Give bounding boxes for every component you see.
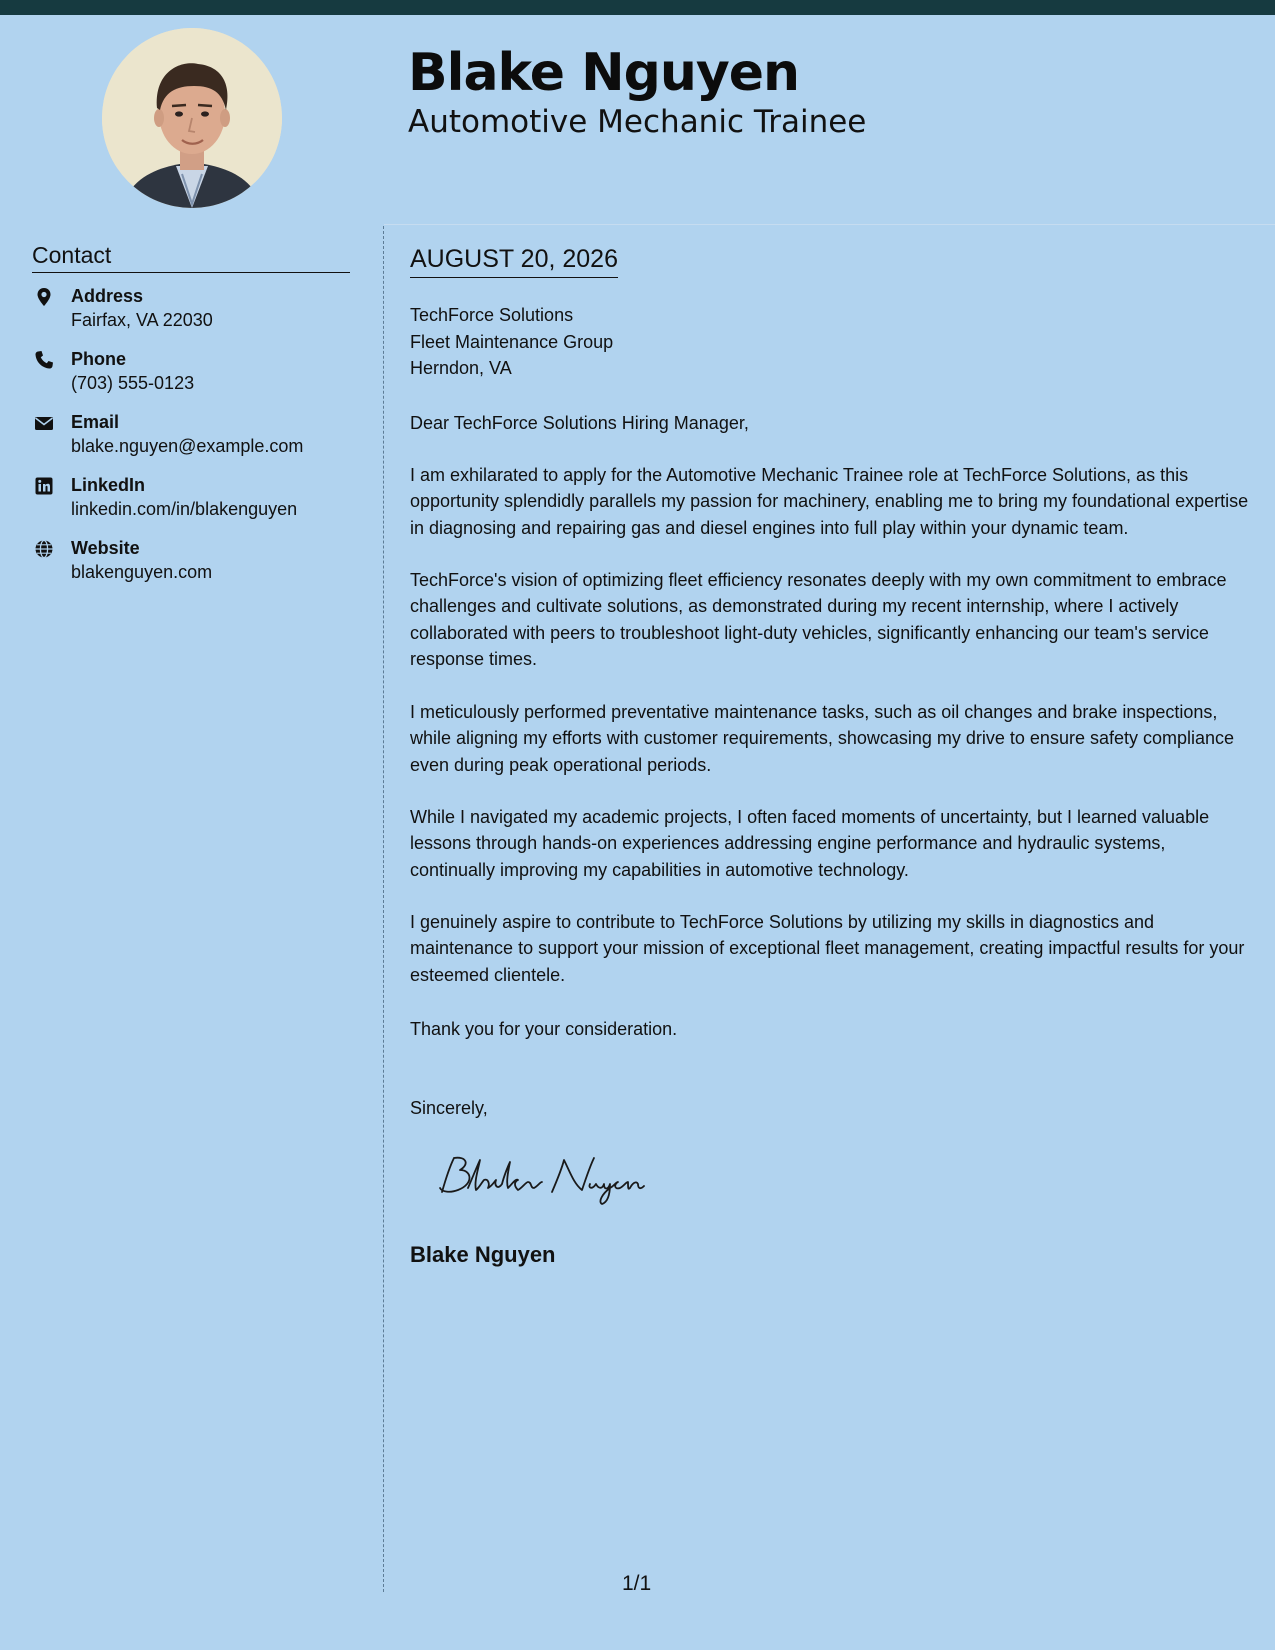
closing-line: Sincerely, bbox=[410, 1098, 488, 1118]
contact-list bbox=[32, 284, 362, 599]
recipient-location: Herndon, VA bbox=[410, 358, 512, 378]
contact-label: Phone bbox=[71, 349, 127, 369]
contact-value: linkedin.com/in/blakenguyen bbox=[71, 499, 298, 519]
recipient-department: Fleet Maintenance Group bbox=[410, 331, 614, 352]
body-paragraph: I am exhilarated to apply for the Automotive Mechanic Trainee role at TechForce Solutions, as this opportunity splendidly parallels my passion for machinery, enabling me to bring my foundational expertise in diagnosing and repairing gas and diesel engines into full play within your dynamic team. bbox=[410, 465, 1249, 538]
contact-item-phone bbox=[32, 347, 362, 410]
letter-date: AUGUST 20, 2026 bbox=[410, 243, 618, 278]
thanks-line: Thank you for your consideration. bbox=[410, 1019, 678, 1039]
contact-item-website bbox=[32, 536, 362, 599]
contact-value: (703) 555-0123 bbox=[71, 373, 195, 393]
signer-name: Blake Nguyen bbox=[410, 1242, 556, 1267]
contact-label: Email bbox=[71, 412, 120, 432]
contact-value: blake.nguyen@example.com bbox=[71, 436, 304, 456]
contact-label: Address bbox=[71, 286, 144, 306]
contact-label: Website bbox=[71, 538, 140, 558]
recipient-company: TechForce Solutions bbox=[410, 305, 574, 325]
contact-value: Fairfax, VA 22030 bbox=[71, 310, 213, 330]
contact-value: blakenguyen.com bbox=[71, 562, 213, 582]
body-paragraph: I genuinely aspire to contribute to TechForce Solutions by utilizing my skills in diagnostics and maintenance to support your mission of exceptional fleet management, creating impactful results for your esteemed clientele. bbox=[410, 912, 1245, 985]
salutation: Dear TechForce Solutions Hiring Manager, bbox=[410, 413, 749, 433]
body-paragraph: While I navigated my academic projects, I often faced moments of uncertainty, but I learned valuable lessons through hands-on experiences addressing engine performance and hydraulic systems, continually improving my capabilities in automotive technology. bbox=[410, 807, 1210, 880]
globe-icon bbox=[34, 539, 54, 559]
job-title: Automotive Mechanic Trainee bbox=[408, 104, 867, 140]
contact-item-email bbox=[32, 410, 362, 473]
envelope-icon bbox=[34, 413, 54, 433]
body-paragraph: TechForce's vision of optimizing fleet efficiency resonates deeply with my own commitment to embrace challenges and cultivate solutions, as demonstrated during my recent internship, where I actively collaborated with peers to troubleshoot light-duty vehicles, significantly enhancing our team's service response times. bbox=[410, 570, 1227, 669]
linkedin-icon bbox=[34, 476, 54, 496]
header-divider bbox=[384, 224, 1275, 225]
location-pin-icon bbox=[34, 287, 54, 307]
body-paragraph: I meticulously performed preventative maintenance tasks, such as oil changes and brake inspections, while aligning my efforts with customer requirements, showcasing my drive to ensure safety compliance even during peak operational periods. bbox=[410, 702, 1235, 775]
page-number: 1/1 bbox=[622, 1572, 652, 1595]
contact-item-address bbox=[32, 284, 362, 347]
handwritten-signature bbox=[432, 1148, 652, 1208]
profile-photo bbox=[102, 28, 282, 208]
applicant-name: Blake Nguyen bbox=[408, 43, 800, 103]
contact-label: LinkedIn bbox=[71, 475, 146, 495]
phone-icon bbox=[34, 350, 54, 370]
recipient-block bbox=[410, 302, 613, 382]
column-divider bbox=[383, 226, 384, 1592]
contact-heading: Contact bbox=[32, 240, 350, 273]
contact-item-linkedin bbox=[32, 473, 362, 536]
top-bar bbox=[0, 0, 1275, 15]
